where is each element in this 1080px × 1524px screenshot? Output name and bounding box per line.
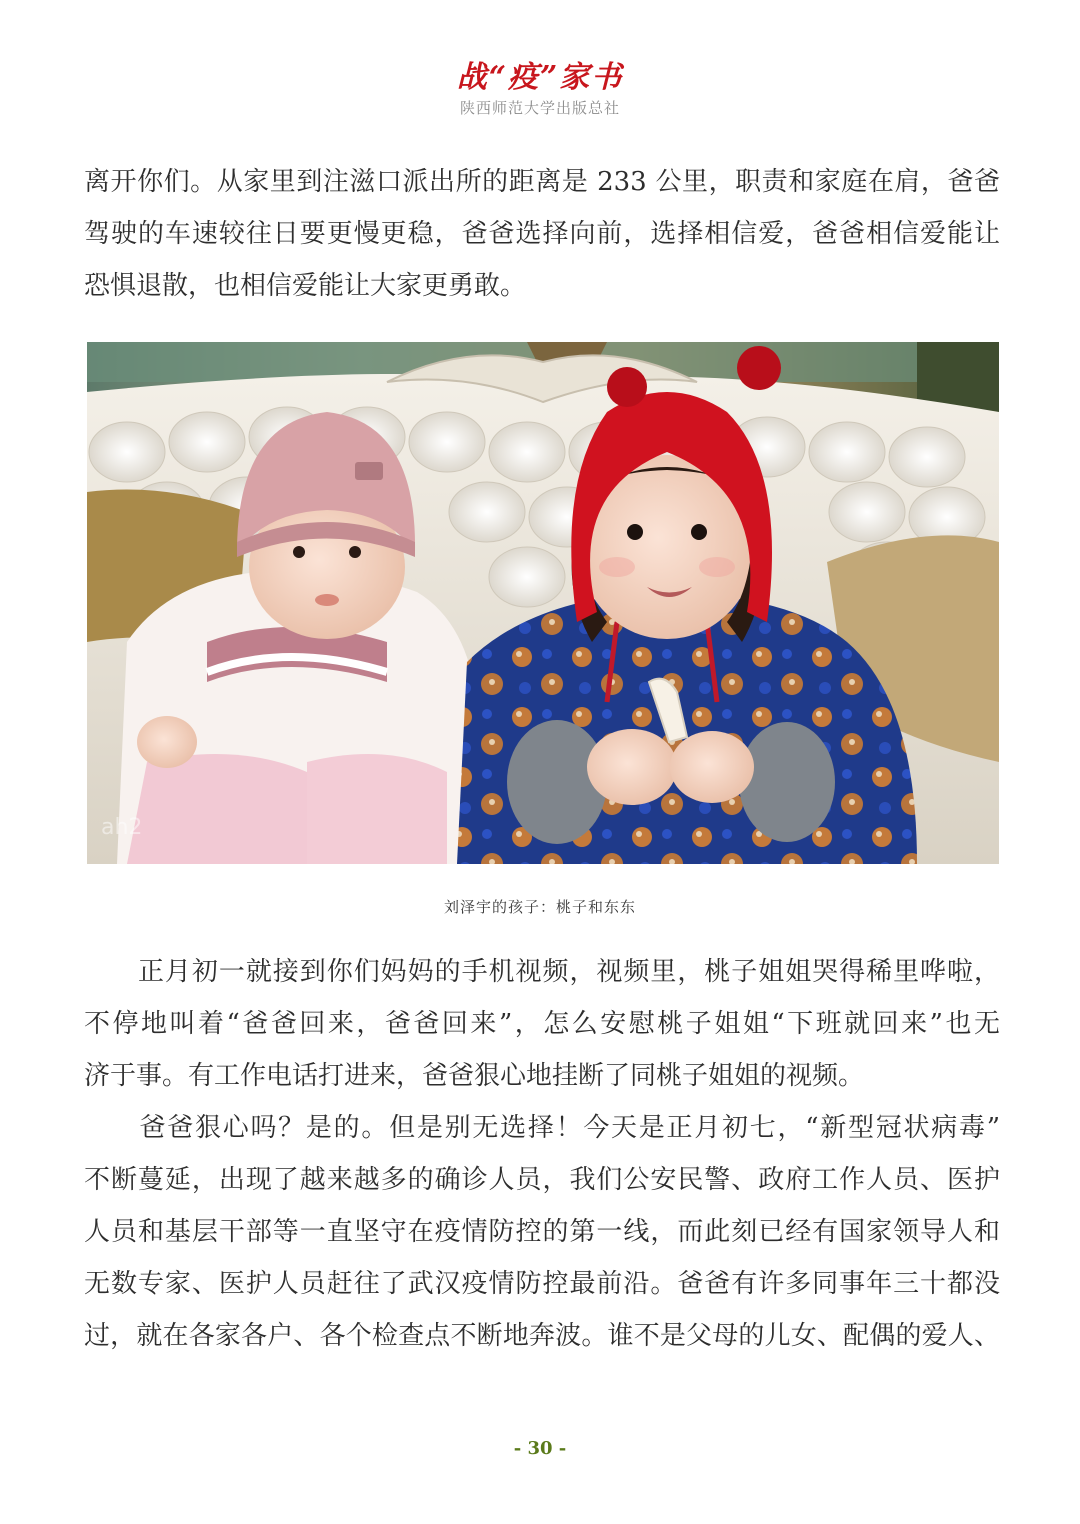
page-header <box>0 58 1080 118</box>
children-photo <box>87 342 999 864</box>
text-line: 驾驶的车速较往日要更慢更稳，爸爸选择向前，选择相信爱，爸爸相信爱能让 <box>84 219 1000 249</box>
text-line: 人员和基层干部等一直坚守在疫情防控的第一线，而此刻已经有国家领导人和 <box>84 1217 1000 1247</box>
paragraph-continued <box>84 156 1000 312</box>
text-line: 过，就在各家各户、各个检查点不断地奔波。谁不是父母的儿女、配偶的爱人、 <box>84 1321 1000 1351</box>
paragraph-body <box>84 946 1000 1362</box>
book-title: 战“疫”家书 <box>456 60 624 95</box>
page-number: - 30 - <box>513 1438 567 1459</box>
text-line: 不停地叫着“爸爸回来，爸爸回来”，怎么安慰桃子姐姐“下班就回来”也无 <box>84 1009 1000 1039</box>
text-line: 不断蔓延，出现了越来越多的确诊人员，我们公安民警、政府工作人员、医护 <box>84 1165 1000 1195</box>
text-line: 济于事。有工作电话打进来，爸爸狠心地挂断了同桃子姐姐的视频。 <box>84 1061 865 1091</box>
publisher-name: 陕西师范大学出版总社 <box>459 99 620 117</box>
text-line: 无数专家、医护人员赶往了武汉疫情防控最前沿。爸爸有许多同事年三十都没 <box>84 1269 1000 1299</box>
photo-caption: 刘泽宇的孩子：桃子和东东 <box>443 898 636 916</box>
text-line: 恐惧退散，也相信爱能让大家更勇敢。 <box>84 271 527 301</box>
text-line: 离开你们。从家里到注滋口派出所的距离是 233 公里，职责和家庭在肩，爸爸 <box>84 167 1000 197</box>
photo-watermark: ah2 <box>101 815 143 840</box>
photo-illustration <box>87 342 999 864</box>
text-line: 正月初一就接到你们妈妈的手机视频，视频里，桃子姐姐哭得稀里哗啦， <box>84 957 1000 987</box>
text-line: 爸爸狠心吗？是的。但是别无选择！今天是正月初七，“新型冠状病毒” <box>84 1113 1000 1143</box>
